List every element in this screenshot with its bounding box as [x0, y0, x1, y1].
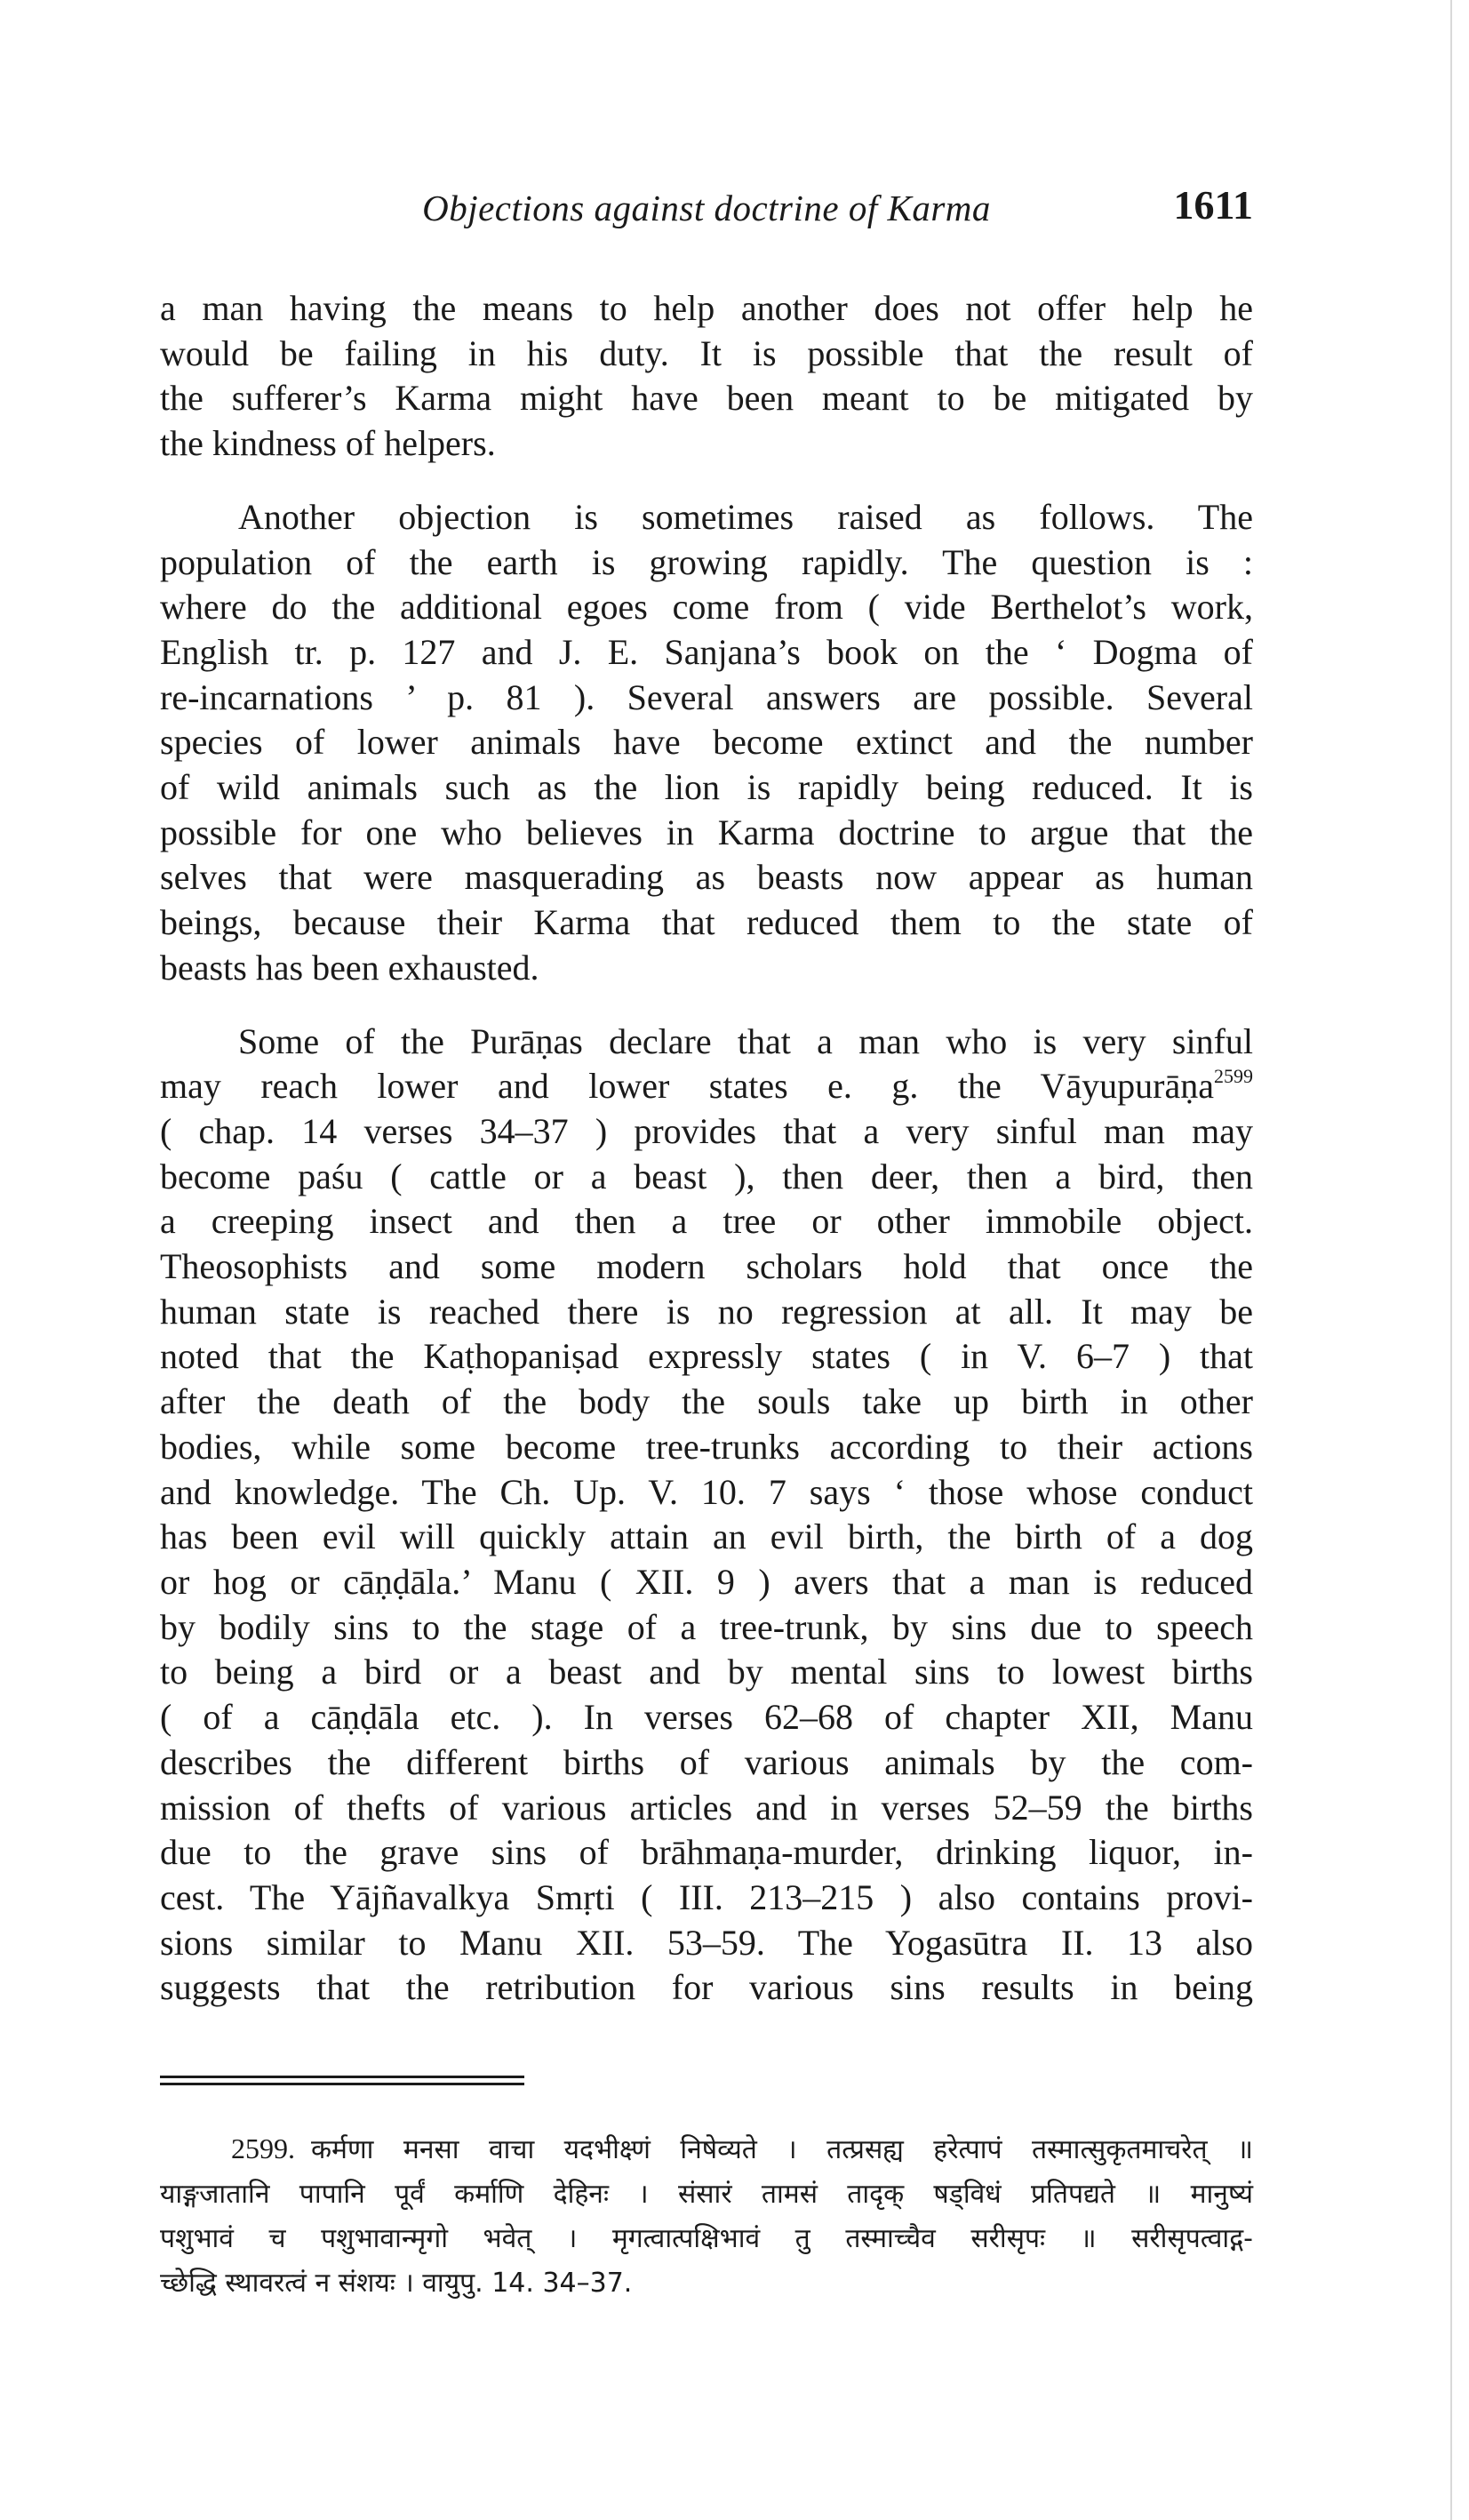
paragraph-2	[160, 495, 1253, 991]
text-line: sions similar to Manu XII. 53–59. The Yogasūtra II. 13 also	[160, 1922, 1253, 1963]
text-line: to being a bird or a beast and by mental sins to lowest births	[160, 1652, 1253, 1692]
text-line: re-incarnations ’ p. 81 ). Several answers are possible. Several	[160, 676, 1253, 717]
footnote-line: च्छेद्धि स्थावरत्वं न संशयः । वायुपु. 14. 34–37.	[160, 2268, 633, 2299]
text-line: ( of a cāṇḍāla etc. ). In verses 62–68 of chapter XII, Manu	[160, 1697, 1253, 1738]
text-line: the kindness of helpers.	[160, 423, 496, 464]
text-line: suggests that the retribution for various sins results in being	[160, 1967, 1253, 2008]
text-line: due to the grave sins of brāhmaṇa-murder, drinking liquor, in-	[160, 1832, 1253, 1873]
text-line: of wild animals such as the lion is rapidly being reduced. It is	[160, 767, 1253, 808]
body-text	[160, 286, 1253, 2011]
text-line: beings, because their Karma that reduced them to the state of	[160, 902, 1253, 943]
text-line: species of lower animals have become extinct and the number	[160, 722, 1253, 763]
text-line: become paśu ( cattle or a beast ), then deer, then a bird, then	[160, 1156, 1253, 1196]
text-line: selves that were masquerading as beasts now appear as human	[160, 857, 1253, 898]
text-line: after the death of the body the souls take up birth in other	[160, 1381, 1253, 1422]
footnote-text: कर्मणा मनसा वाचा यदभीक्ष्णं निषेव्यते । तत्प्रसह्य हरेत्पापं तस्मात्सुकृतमाचरेत् ॥	[311, 2134, 1253, 2165]
text-line: by bodily sins to the stage of a tree-trunk, by sins due to speech	[160, 1606, 1253, 1647]
paragraph-3	[160, 1020, 1253, 2011]
running-title: Objections against doctrine of Karma	[422, 188, 991, 228]
running-head	[160, 182, 1253, 240]
text-line: where do the additional egoes come from ( vide Berthelot’s work,	[160, 587, 1253, 628]
text-line: Theosophists and some modern scholars hold that once the	[160, 1246, 1253, 1287]
text-line: a creeping insect and then a tree or other immobile object.	[160, 1201, 1253, 1242]
page-number: 1611	[1173, 182, 1253, 228]
text-line: Another objection is sometimes raised as follows. The	[238, 496, 1253, 537]
text-line: bodies, while some become tree-trunks according to their actions	[160, 1426, 1253, 1467]
text-line: would be failing in his duty. It is possible that the result of	[160, 332, 1253, 373]
text-line: Some of the Purāṇas declare that a man who is very sinful	[238, 1020, 1253, 1061]
text-line: or hog or cāṇḍāla.’ Manu ( XII. 9 ) avers that a man is reduced	[160, 1561, 1253, 1602]
footnote	[160, 2126, 1253, 2306]
text-line: describes the different births of various animals by the com-	[160, 1741, 1253, 1782]
footnote-line: पशुभावं च पशुभावान्मृगो भवेत् । मृगत्वात्पक्षिभावं तु तस्माच्चैव सरीसृपः ॥ सरीसृपत्वाद्ग-	[160, 2223, 1253, 2254]
footnote-line	[160, 2126, 1253, 2172]
footnote-line: याङ्गजातानि पापानि पूर्वं कर्माणि देहिनः । संसारं तामसं तादृक् षड्विधं प्रतिपद्यते ॥ मानुष्यं	[160, 2179, 1253, 2210]
text-line: English tr. p. 127 and J. E. Sanjana’s book on the ‘ Dogma of	[160, 631, 1253, 672]
text-line: cest. The Yājñavalkya Smṛti ( III. 213–215 ) also contains provi-	[160, 1876, 1253, 1917]
text-line: mission of thefts of various articles and in verses 52–59 the births	[160, 1787, 1253, 1828]
text-line: noted that the Kaṭhopaniṣad expressly states ( in V. 6–7 ) that	[160, 1336, 1253, 1377]
text-line-with-footnote-ref	[160, 1064, 1253, 1109]
text-line: human state is reached there is no regression at all. It may be	[160, 1291, 1253, 1332]
text-line: ( chap. 14 verses 34–37 ) provides that a very sinful man may	[160, 1110, 1253, 1151]
text-line: possible for one who believes in Karma doctrine to argue that the	[160, 812, 1253, 852]
text-line-content: may reach lower and lower states e. g. the Vāyupurāṇa	[160, 1066, 1214, 1107]
text-line: beasts has been exhausted.	[160, 947, 539, 988]
text-line: population of the earth is growing rapidly. The question is :	[160, 541, 1253, 582]
text-line: the sufferer’s Karma might have been meant to be mitigated by	[160, 378, 1253, 419]
footnote-divider	[160, 2076, 524, 2086]
text-line: has been evil will quickly attain an evil birth, the birth of a dog	[160, 1516, 1253, 1557]
footnote-reference[interactable]: 2599	[1214, 1065, 1253, 1088]
footnote-number: 2599.	[231, 2132, 295, 2164]
text-line: and knowledge. The Ch. Up. V. 10. 7 says ‘ those whose conduct	[160, 1471, 1253, 1512]
page-edge-line	[1450, 0, 1452, 2520]
paragraph-1	[160, 286, 1253, 467]
text-line: a man having the means to help another does not offer help he	[160, 288, 1253, 328]
